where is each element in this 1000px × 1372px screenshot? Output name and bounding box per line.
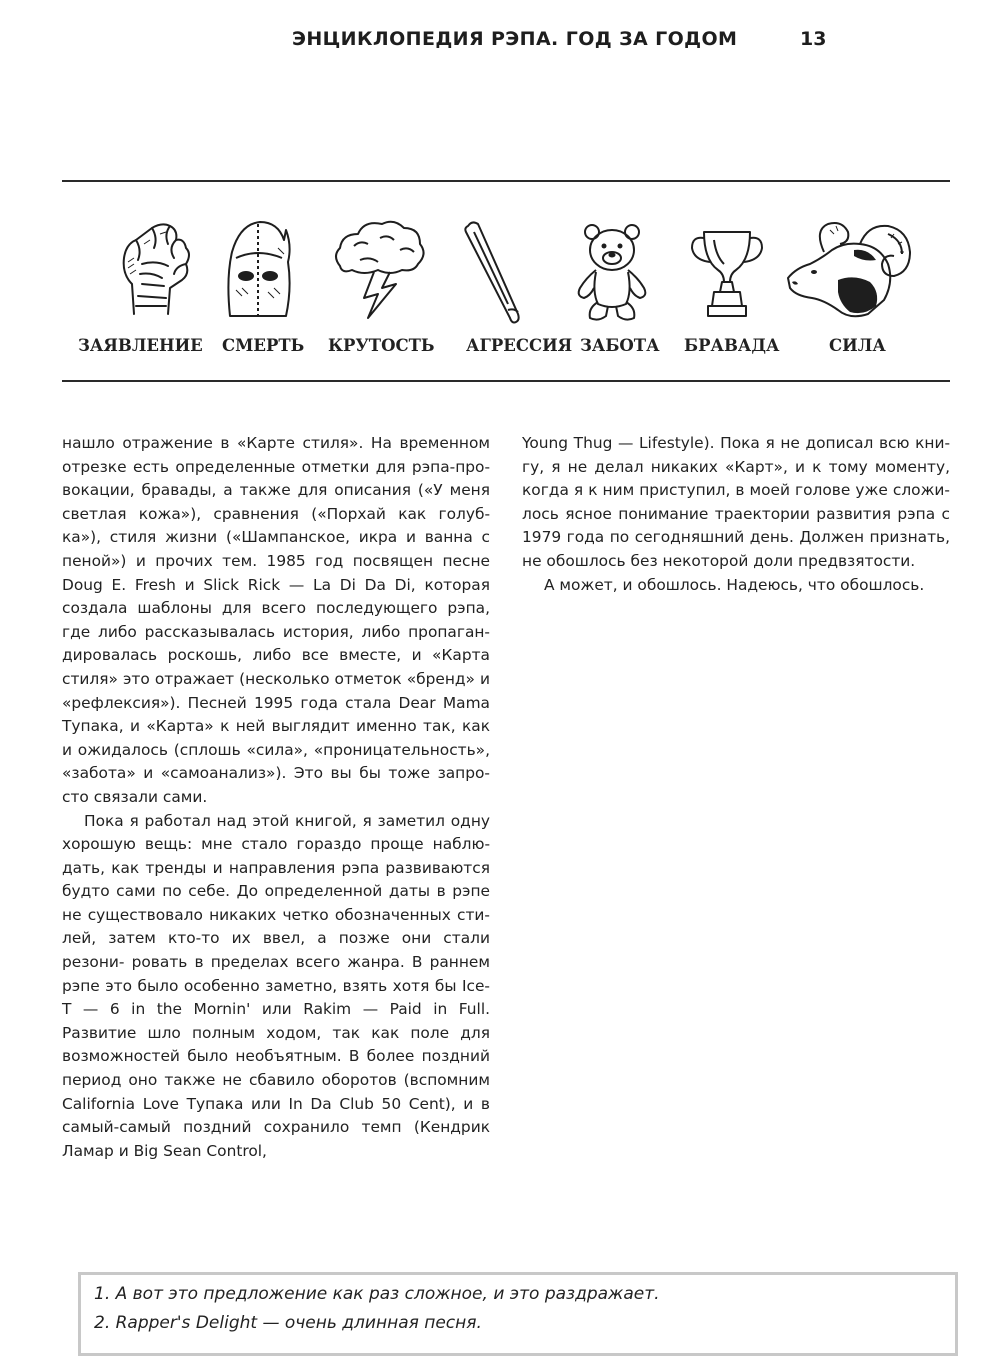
text-line: сто связали сами. xyxy=(62,787,208,806)
label-aggression: АГРЕССИЯ xyxy=(466,336,573,355)
text-line: Тупака, и «Карта» к ней выглядит именно так, как xyxy=(62,717,490,736)
text-line: светлая кожа»), сравнения («Порхай как голуб- xyxy=(62,504,490,523)
text-line: не существовало никаких четко обозначенных сти- xyxy=(62,905,490,924)
text-line: когда я к ним приступил, в моей голове уже сложи- xyxy=(522,481,950,500)
label-bravado: БРАВАДА xyxy=(684,336,780,355)
label-death: СМЕРТЬ xyxy=(222,336,305,355)
text-line: ровать в пределах всего жанра. В раннем рэпе это xyxy=(62,953,490,995)
storm-cloud-icon xyxy=(330,216,428,320)
text-line: необъятным. В более поздний период оно также не xyxy=(62,1047,490,1090)
top-divider xyxy=(62,180,950,182)
text-line: отрезке есть определенные отметки для рэпа-про- xyxy=(62,457,490,476)
footnote-1: 1. А вот это предложение как раз сложное, и это раздражает. xyxy=(94,1284,660,1304)
footnote-2: 2. Rapper's Delight — очень длинная песня. xyxy=(94,1313,482,1333)
text-line: было особенно заметно, взять хотя бы Ice-T — 6 in xyxy=(62,976,490,1019)
left-paragraph-1 xyxy=(62,432,490,810)
text-line: нашло отражение в «Карте стиля». На временном xyxy=(62,434,490,452)
text-line: стиля» это отражает (несколько отметок «бренд» и xyxy=(62,669,490,688)
text-line: 1979 года по сегодняшний день. Должен признать, xyxy=(522,528,950,547)
label-statement: ЗАЯВЛЕНИЕ xyxy=(78,336,203,355)
running-header-title: ЭНЦИКЛОПЕДИЯ РЭПА. ГОД ЗА ГОДОМ xyxy=(292,28,738,50)
text-line: или In Da Club 50 Cent), и в самый-самый поздний xyxy=(62,1094,490,1137)
hood-mask-icon xyxy=(222,218,294,318)
trophy-icon xyxy=(688,226,766,320)
text-line: хорошую вещь: мне стало гораздо проще наблю- xyxy=(62,835,490,854)
text-line: и ожидалось (сплошь «сила», «проницательность», xyxy=(62,740,490,759)
right-column xyxy=(522,432,950,597)
text-line: «забота» и «самоанализ»). Это вы бы тоже запро- xyxy=(62,764,490,783)
text-line: будто сами по себе. До определенной даты в рэпе xyxy=(62,882,490,901)
label-coolness: КРУТОСТЬ xyxy=(328,336,435,355)
footnotes-box xyxy=(78,1272,958,1356)
text-line: пеной») и прочих тем. 1985 год посвящен песне xyxy=(62,551,490,570)
right-paragraph-1 xyxy=(522,432,950,574)
text-line: Young Thug — Lifestyle). Пока я не дописал всю кни- xyxy=(522,434,950,452)
fist-icon xyxy=(112,214,196,318)
text-line: сохранило темп (Кендрик Ламар и Big Sean Control, xyxy=(62,1118,490,1160)
page-number: 13 xyxy=(800,28,827,50)
label-power: СИЛА xyxy=(829,336,886,355)
text-line: лей, затем кто-то их ввел, а позже они стали резони- xyxy=(62,929,490,972)
text-line: не обошлось без некоторой доли предвзятости. xyxy=(522,551,916,570)
text-line: Пока я работал над этой книгой, я заметил одну xyxy=(84,811,490,830)
left-paragraph-2 xyxy=(62,810,490,1164)
text-line: «рефлексия»). Песней 1995 года стала Dear Mama xyxy=(62,693,490,712)
text-line: где либо рассказывалась история, либо пропаган- xyxy=(62,622,490,641)
text-line: сбавило оборотов (вспомним California Love Тупака xyxy=(62,1071,490,1113)
text-line: ка»), стиля жизни («Шампанское, икра и ванна с xyxy=(62,528,490,547)
text-line: дать, как тренды и направления рэпа развиваются xyxy=(62,858,490,877)
ram-icon xyxy=(784,220,914,320)
text-line: создала шаблоны для всего последующего рэпа, xyxy=(62,599,490,618)
text-line: Doug E. Fresh и Slick Rick — La Di Da Di, которая xyxy=(62,575,490,594)
baseball-bat-icon xyxy=(462,218,528,326)
text-line: вокации, бравады, а также для описания («У меня xyxy=(62,481,490,500)
right-paragraph-2: А может, и обошлось. Надеюсь, что обошлось. xyxy=(544,575,925,594)
text-line: the Mornin' или Rakim — Paid in Full. Развитие шло xyxy=(62,1000,490,1042)
teddy-bear-icon xyxy=(572,222,652,322)
text-line: гу, я не делал никаких «Карт», и к тому моменту, xyxy=(522,457,950,476)
text-line: полным ходом, так как поле для возможностей было xyxy=(62,1023,490,1066)
text-line: дировалась роскошь, либо все вместе, и «Карта xyxy=(62,646,490,665)
left-column xyxy=(62,432,490,1163)
text-line: лось ясное понимание траектории развития рэпа с xyxy=(522,504,950,523)
bottom-divider xyxy=(62,380,950,382)
label-care: ЗАБОТА xyxy=(580,336,660,355)
